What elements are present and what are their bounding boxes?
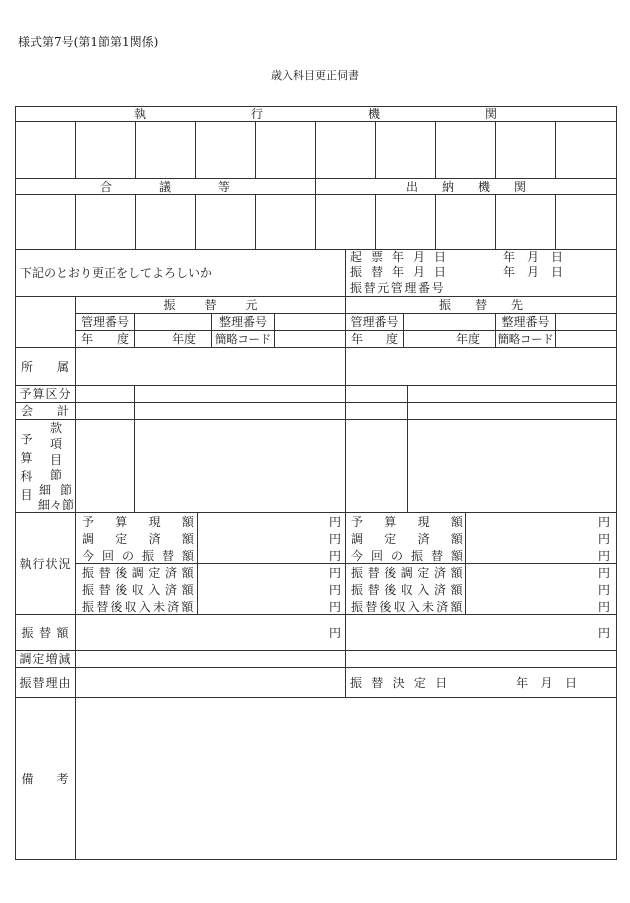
yen-unit: 円 [328,625,341,640]
post-unreceived-label: 振替後収入未済額 [351,599,465,614]
source-fiscal-year-suffix: 年度 [171,332,196,346]
yen-unit: 円 [597,531,610,546]
executing-agency-stamp-cell [256,122,316,179]
source-fiscal-year-label-cell [76,331,153,348]
treasury-stamp-cell [496,195,556,250]
source-mgmt-no-label: 管理番号 [80,315,129,329]
source-account-name [135,403,346,420]
yen-unit: 円 [597,625,610,640]
budget-item-label-cell [15,420,82,513]
executing-agency-stamp-cell [136,122,196,179]
budget-level-moku: 目 [50,453,63,467]
budget-level-saisaisetsu: 細々節 [38,498,75,512]
budget-level-setsu: 節 [50,468,63,482]
yen-unit: 円 [328,565,341,580]
source-account-code [76,403,135,420]
source-short-code-label: 簡略コード [215,332,271,346]
dest-ref-no-label-cell [496,314,556,331]
source-short-code-label-cell [212,331,275,348]
affiliation-label: 所属 [20,359,93,374]
dest-budget-item-name [408,420,617,513]
execution-status-label: 執行状況 [19,556,72,571]
yen-unit: 円 [328,548,341,563]
executing-agency-stamp-cell [316,122,376,179]
yen-unit: 円 [597,599,610,614]
adjustment-label-cell [15,651,76,668]
consultation-header [15,179,316,195]
source-affiliation-field [76,348,346,386]
transfer-reason-label-cell [15,668,76,698]
consultation-stamp-cell [196,195,256,250]
dest-fiscal-year-suffix: 年度 [455,332,480,346]
dest-fiscal-year-field [404,331,496,348]
dest-execution-labels-before [346,513,485,564]
dest-budget-item-code [346,420,408,513]
budget-level-saisetsu: 細節 [39,483,82,497]
transfer-blank-cell [15,297,76,348]
dest-mgmt-no-label: 管理番号 [350,315,399,329]
transfer-date-value: 年月日 [503,265,576,279]
executing-agency-stamp-cell [496,122,556,179]
executing-agency-stamp-cell [196,122,256,179]
dates-cell [346,250,617,297]
source-ref-no-field [275,314,346,331]
approval-question: 下記のとおり更正をしてよろしいか [20,266,213,280]
source-short-code-field [275,331,346,348]
source-mgmt-no-label: 振替元管理番号 [350,281,446,295]
treasury-stamp-cell [376,195,436,250]
consultation-stamp-cell [76,195,136,250]
post-received-label: 振替後収入済額 [351,582,468,597]
execution-status-label-cell [15,513,76,615]
transfer-reason-label: 振替理由 [19,675,72,690]
yen-unit: 円 [328,599,341,614]
draft-date-value: 年月日 [503,250,576,264]
dest-transfer-amount-field [346,615,617,651]
transfer-source-label: 振替元 [163,298,287,312]
dest-account-name [408,403,617,420]
executing-agency-label: 執行機関 [133,106,602,121]
approval-request-cell [15,250,346,297]
source-budget-item-code [76,420,135,513]
source-execution-labels-after [76,564,198,615]
post-unreceived-label: 振替後収入未済額 [82,599,196,614]
account-label: 会計 [20,404,93,418]
consultation-stamp-cell [256,195,316,250]
executing-agency-stamp-cell [76,122,136,179]
decision-date-label: 振替決定日 [350,676,457,690]
adjusted-amount-label: 調定済額 [82,531,216,546]
this-transfer-label: 今回の振替額 [351,548,472,563]
treasury-stamp-cell [436,195,496,250]
transfer-source-header [76,297,346,314]
source-adjustment-field [76,651,346,668]
budget-current-label: 予算現額 [351,514,485,529]
remarks-label: 備考 [21,771,92,786]
transfer-date-label: 振替年月日 [350,265,456,279]
dest-account-code [346,403,408,420]
dest-short-code-field [556,331,617,348]
affiliation-label-cell [15,348,93,386]
form-title: 歳入科目更正伺書 [271,69,359,82]
dest-short-code-label: 簡略コード [497,332,554,346]
budget-current-label: 予算現額 [82,514,216,529]
yen-unit: 円 [597,582,610,597]
post-received-label: 振替後収入済額 [82,582,199,597]
dest-ref-no-label: 整理番号 [501,315,550,329]
dest-adjustment-field [346,651,617,668]
source-fiscal-year-field [135,331,212,348]
remarks-label-cell [15,698,92,860]
executing-agency-stamp-cell [376,122,436,179]
executing-agency-stamp-cell [556,122,617,179]
dest-mgmt-no-field [404,314,496,331]
this-transfer-label: 今回の振替額 [82,548,203,563]
budget-category-label-cell [15,386,76,403]
transfer-destination-header [346,297,617,314]
source-mgmt-no-field [135,314,212,331]
dest-execution-values-before [466,513,617,564]
treasury-header [316,179,617,195]
adjusted-amount-label: 調定済額 [351,531,485,546]
dest-execution-labels-after [346,564,466,615]
source-execution-values-after [198,564,346,615]
source-execution-labels-before [76,513,216,564]
transfer-destination-label: 振替先 [438,298,547,312]
transfer-reason-field [76,668,346,698]
dest-mgmt-no-label-cell [346,314,404,331]
dest-fiscal-year-label-cell [346,331,421,348]
post-adjusted-label: 振替後調定済額 [82,565,199,580]
account-label-cell [15,403,93,420]
consultation-stamp-cell [136,195,196,250]
source-ref-no-label: 整理番号 [218,315,267,329]
source-transfer-amount-field [76,615,346,651]
source-budget-item-name [135,420,346,513]
dest-budget-category-name [408,386,617,403]
form-number: 様式第7号(第1節第1関係) [18,35,159,49]
dest-fiscal-year-label: 年度 [350,332,421,346]
dest-ref-no-field [556,314,617,331]
yen-unit: 円 [328,582,341,597]
dest-short-code-label-cell [496,331,556,348]
draft-date-label: 起票年月日 [350,250,456,264]
transfer-amount-label-cell [15,615,76,651]
remarks-field [76,698,617,860]
yen-unit: 円 [597,565,610,580]
executing-agency-stamp-cell [15,122,76,179]
decision-date-value: 年月日 [516,676,590,690]
source-mgmt-no-label-cell [76,314,135,331]
treasury-stamp-cell [316,195,376,250]
adjustment-label: 調定増減 [19,652,72,666]
yen-unit: 円 [597,514,610,529]
yen-unit: 円 [328,514,341,529]
treasury-stamp-cell [556,195,617,250]
dest-execution-values-after [466,564,617,615]
budget-level-kan: 款 [50,421,63,435]
post-adjusted-label: 振替後調定済額 [351,565,468,580]
executing-agency-header [15,106,617,122]
budget-level-kou: 項 [50,437,63,451]
transfer-amount-label: 振替額 [21,625,74,640]
budget-category-label: 予算区分 [19,387,72,401]
consultation-stamp-cell [15,195,76,250]
source-budget-category-name [135,386,346,403]
dest-budget-category-code [346,386,408,403]
source-fiscal-year-label: 年度 [80,332,153,346]
treasury-label: 出納機関 [405,179,550,194]
source-ref-no-label-cell [212,314,275,331]
dest-affiliation-field [346,348,617,386]
yen-unit: 円 [328,531,341,546]
consultation-label: 合議等 [99,179,277,194]
yen-unit: 円 [597,548,610,563]
decision-date-cell [346,668,617,698]
source-execution-values-before [198,513,346,564]
source-budget-category-code [76,386,135,403]
budget-item-label: 予算科目 [19,433,33,507]
executing-agency-stamp-cell [436,122,496,179]
